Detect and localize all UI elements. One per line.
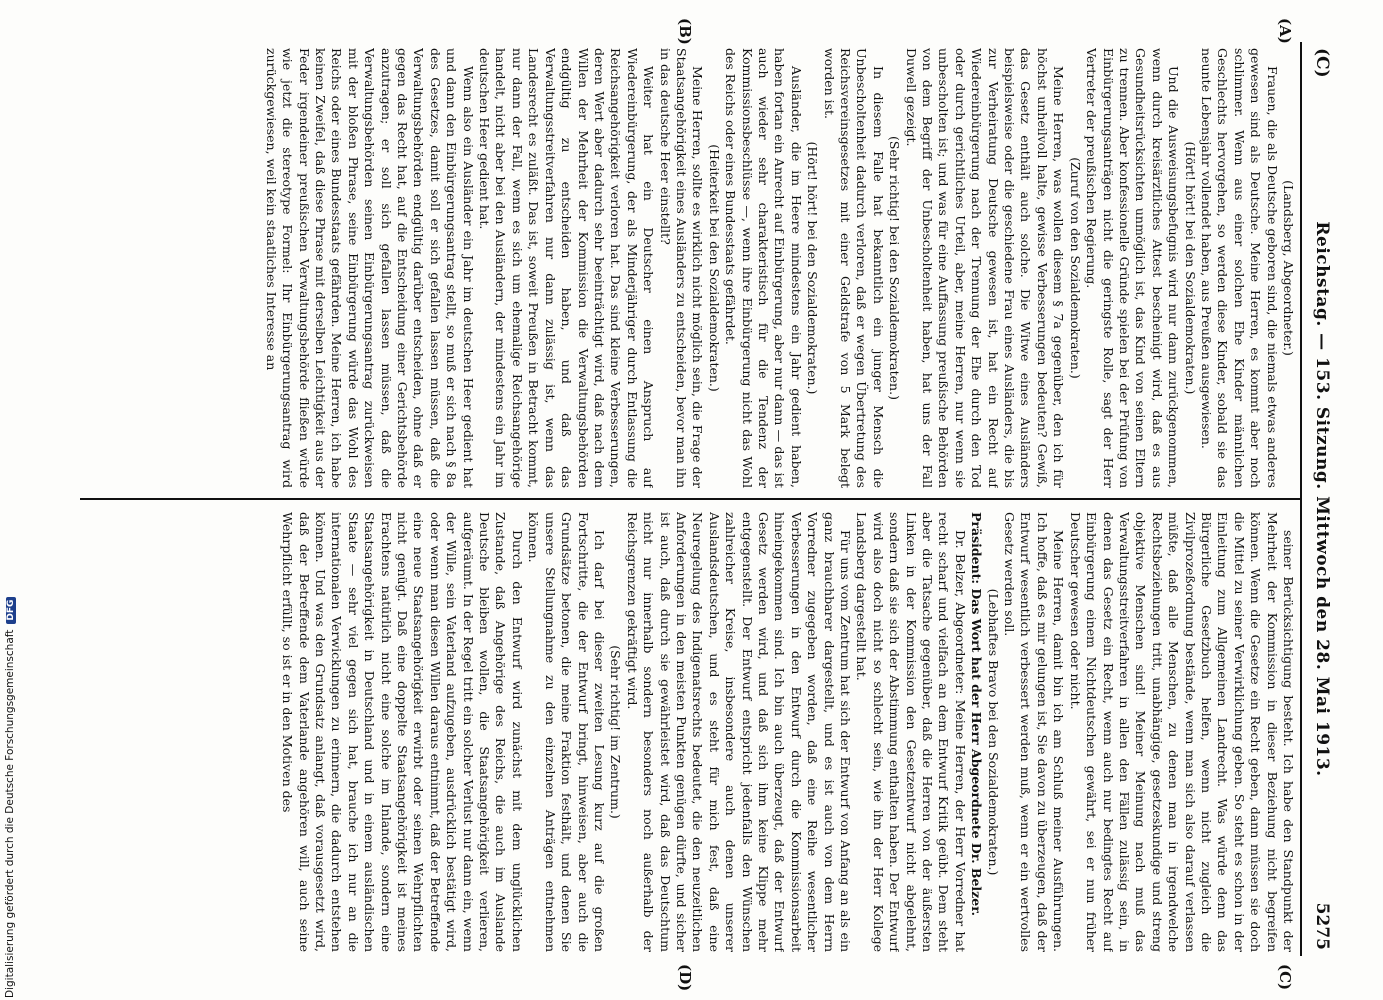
paragraph: Wenn also ein Ausländer ein Jahr im deutschen Heer gedient hat und dann den Einbürgerungsantrag stellt, so muß er sich nach § 8a des Gesetzes, damit soll er sich gefallen lassen müssen, daß die Verwaltungsbehörden endgültig darüber entscheiden, ohne daß er gegen das Recht hat, auf die Entscheidung einer Gerichtsbehörde anzutragen; er soll sich gefallen lassen müssen, daß die Verwaltungsbehörden seinen Einbürgerungsantrag zurückweisen mit der bloßen Phrase, seine Einbürgerung würde das Wohl des Reichs oder eines Bundesstaats gefährden. Meine Herren, ich habe keinen Zweifel, daß diese Phrase mit derselben Leichtigkeit aus der Feder irgendeiner preußischen Verwaltungsbehörde fließen würde wie jetzt die stereotype Formel: Ihr Einbürgerungsantrag wird zurückgewiesen, weil kein staatliches Interesse an xyxy=(263,48,476,488)
page-number: 5275 xyxy=(1312,902,1332,950)
paragraph: Und die Ausweisungsbefugnis wird nur dann zurückgenommen, wenn durch kreisärztliches Attest bescheinigt wird, daß es aus Gesundheitsrücksichten unmöglich ist, das Kind von seinen Eltern zu trennen. Aber konfessionelle Gründe spielen bei der Prüfung von Einbürgerungsanträgen nicht die geringste Rolle, sagt der Herr Vertreter der preußischen Regierung. xyxy=(1084,48,1182,488)
left-column xyxy=(81,48,1296,488)
margin-mark-b: (B) xyxy=(676,18,694,45)
dfg-logo-icon: DFG xyxy=(6,597,16,624)
page-title: Reichstag. — 153. Sitzung. Mittwoch den 28. Mai 1913. xyxy=(1312,221,1332,777)
digitization-credit xyxy=(4,599,20,998)
paragraph: Ausländer, die im Heere mindestens ein Jahr gedient haben, haben fortan ein Anrecht auf Einbürgerung, aber nur dann — das ist auch wieder sehr charakteristisch für die Tendenz der Kommissionsbeschlüsse —, wenn ihre Einbürgerung nicht das Wohl des Reichs oder eines Bundesstaats gefährdet. xyxy=(723,48,804,488)
interjection-note: (Hört! hört! bei den Sozialdemokraten.) xyxy=(805,141,821,395)
president-line: Präsident: Das Wort hat der Herr Abgeordnete Dr. Belzer. xyxy=(969,512,985,917)
right-column xyxy=(81,512,1296,952)
header-rule xyxy=(1300,42,1302,956)
paragraph: Ich darf bei dieser zweiten Lesung kurz auf die großen Fortschritte, die der Entwurf bringt, hinweisen, aber auch die Grundsätze betonen, die meine Fraktion festhält, und denen Sie unsere Stellungnahme zu den einzelnen Anträgen entnehmen können. xyxy=(526,512,607,952)
paragraph: Frauen, die als Deutsche geboren sind, die niemals etwas anderes gewesen sind als Deutsche. Meine Herren, es kommt aber noch schlimmer. Wenn aus einer solchen Ehe Kinder männlichen Geschlechts hervorgehen, so werden diese Kinder, sobald sie das neunte Lebensjahr vollendet haben, aus Preußen ausgewiesen. xyxy=(1198,48,1280,488)
interjection-note: (Hört! hört! bei den Sozialdemokraten.) xyxy=(1182,141,1198,395)
interjection-note: (Heiterkeit bei den Sozialdemokraten.) xyxy=(706,144,722,392)
paragraph: Durch den Entwurf wird zunächst mit dem unglücklichen Zustande, daß Angehörige des Reichs, die auch im Auslande Deutsche bleiben wollen, die Staatsangehörigkeit verlieren, aufgeräumt. In der Regel tritt ein solcher Verlust nur dann ein, wenn der Wille, sein Vaterland aufzugeben, ausdrücklich bestätigt wird, oder wenn man diesen Willen daraus entnimmt, daß der Betreffende eine neue Staatsangehörigkeit erwirbt oder seinen Wehrpflichten nicht genügt. Daß eine doppelte Staatsangehörigkeit ist meines Erachtens natürlich nicht eine solche im Inlande, sondern eine Staatsangehörigkeit in Deutschland und in einem ausländischen Staate — sehr viel gegen sich hat, brauche ich nur an die internationalen Verwicklungen zu erinnern, die dadurch entstehen können. Und was den Grundsatz anlangt, daß vorausgesetzt wird, daß der Betreffende dem Vaterlande angehören will, auch seine Wehrpflicht erfüllt, so ist er in den Motiven des xyxy=(280,512,525,952)
margin-mark-d: (D) xyxy=(676,964,694,992)
interjection-note: (Sehr richtig! im Zentrum.) xyxy=(608,645,624,819)
paragraph: Dr. Belzer, Abgeordneter: Meine Herren, der Herr Vorredner hat recht scharf und vielfach an dem Entwurf Kritik geübt. Dem steht aber die Tatsache gegenüber, daß die Herren von der äußersten Linken in der Kommission den Gesetzentwurf nicht abgelehnt, sondern daß sie sich der Abstimmung enthalten haben. Der Entwurf wird also doch nicht so schlecht sein, wie ihn der Herr Kollege Landsberg dargestellt hat. xyxy=(854,512,968,952)
margin-mark-a: (A) xyxy=(1276,18,1294,44)
interjection-note: (Sehr richtig! bei den Sozialdemokraten.) xyxy=(887,136,903,400)
rotated-newspaper-page xyxy=(79,18,1334,992)
interjection-note: (Zuruf von den Sozialdemokraten.) xyxy=(1067,157,1083,379)
paragraph: seiner Berücksichtigung besteht. Ich habe den Standpunkt der Mehrheit der Kommission in dieser Beziehung nicht begreifen können. Wenn die Gesetze ein Recht geben, dann müssen sie doch die Mittel zu seiner Verwirklichung geben. So steht es schon in der Einleitung zum Allgemeinen Landrecht. Was würde denn das Bürgerliche Gesetzbuch helfen, wenn nicht zugleich die Zivilprozeßordnung bestände, wenn man sich also darauf verlassen müßte, daß alle Menschen, zu denen man in irgendwelche Rechtsbeziehungen tritt, unabhängige, gesetzeskundige und streng objektive Menschen sind! Meiner Meinung nach muß das Verwaltungsstreitverfahren in allen den Fällen zulässig sein, in denen das Gesetz ein Recht, wenn auch nur bedingtes Recht auf Einbürgerung einem Nichtdeutschen gewährt, sei er nun früher Deutscher gewesen oder nicht. xyxy=(1067,512,1296,952)
page-marker-left: (C) xyxy=(1312,48,1332,78)
paragraph: Für uns vom Zentrum hat sich der Entwurf von Anfang an als ein ganz brauchbarer dargestellt, und es ist auch von dem Herrn Vorredner zugegeben worden, daß eine Reihe wesentlicher Verbesserungen in den Entwurf durch die Kommissionsarbeit hineingekommen sind. Ich bin auch überzeugt, daß der Entwurf Gesetz werden wird, und daß sich ihm keine Klippe mehr entgegenstellt. Der Entwurf entspricht jedenfalls den Wünschen zahlreicher Kreise, insbesondere auch denen unserer Auslandsdeutschen, und es steht für mich fest, daß eine Neuregelung des Indigenatsrechts bedeutet, die den neuzeitlichen Anforderungen in den meisten Punkten genügen dürfte, und sicher ist auch, daß durch sie gewährleistet wird, daß das Deutschtum nicht nur innerhalb sondern besonders noch außerhalb der Reichsgrenzen gekräftigt wird. xyxy=(624,512,854,952)
paragraph: In diesem Falle hat bekanntlich ein junger Mensch die Unbescholtenheit dadurch verloren, daß er wegen Übertretung des Reichsvereinsgesetzes mit einer Geldstrafe von 5 Mark belegt worden ist. xyxy=(821,48,886,488)
credit-text: Digitalisierung gefördert durch die Deutsche Forschungsgemeinschaft xyxy=(4,629,16,998)
paragraph: Weiter hat ein Deutscher einen Anspruch auf Wiedereinbürgerung, der als Minderjähriger durch Entlassung die Reichsangehörigkeit verloren hat. Das sind kleine Verbesserungen, deren Wert aber dadurch sehr beeinträchtigt wird, daß nach dem Willen der Mehrheit der Kommission die Verwaltungsbehörden endgültig zu entscheiden haben, und daß das Verwaltungsstreitverfahren nur dann zulässig ist, wenn das Landesrecht es zuläßt. Das ist, soweit Preußen in Betracht kommt, nur dann der Fall, wenn es sich um ehemalige Reichsangehörige handelt, nicht aber bei den Ausländern, der mindestens ein Jahr im deutschen Heer gedient hat. xyxy=(477,48,657,488)
speaker-heading: (Landsberg, Abgeordneter.) xyxy=(1281,180,1296,356)
paragraph: Meine Herren, damit bin ich am Schluß meiner Ausführungen. Ich hoffe, daß es mir gelungen ist, Sie davon zu überzeugen, daß der Entwurf wesentlich verbessert werden muß, wenn er ein wertvolles Gesetz werden soll. xyxy=(1002,512,1067,952)
paragraph: Meine Herren, was wollen diesem § 7a gegenüber, den ich für höchst unheilvoll halte, gewisse Verbesserungen bedeuten? Gewiß, das Gesetz enthält auch solche. Die Witwe eines Ausländers beispielsweise oder die geschiedene Frau eines Ausländers, die bis zur Verheiratung Deutsche gewesen ist, hat ein Recht auf Wiedereinbürgerung nach der Trennung der Ehe durch den Tod oder durch gerichtliches Urteil, aber, meine Herren, nur wenn sie unbescholten ist; und was für eine Auffassung preußische Behörden von dem Begriff der Unbescholtenheit haben, hat uns der Fall Duwell gezeigt. xyxy=(903,48,1067,488)
paragraph: Meine Herren, sollte es wirklich nicht möglich sein, die Frage der Staatsangehörigkeit eines Ausländers zu entscheiden, bevor man ihn in das deutsche Heer einstellt? xyxy=(657,48,706,488)
margin-mark-c: (C) xyxy=(1276,964,1294,991)
column-divider xyxy=(80,498,1300,500)
page-header xyxy=(1306,42,1334,956)
interjection-note: (Lebhaftes Bravo bei den Sozialdemokraten.) xyxy=(985,588,1001,876)
